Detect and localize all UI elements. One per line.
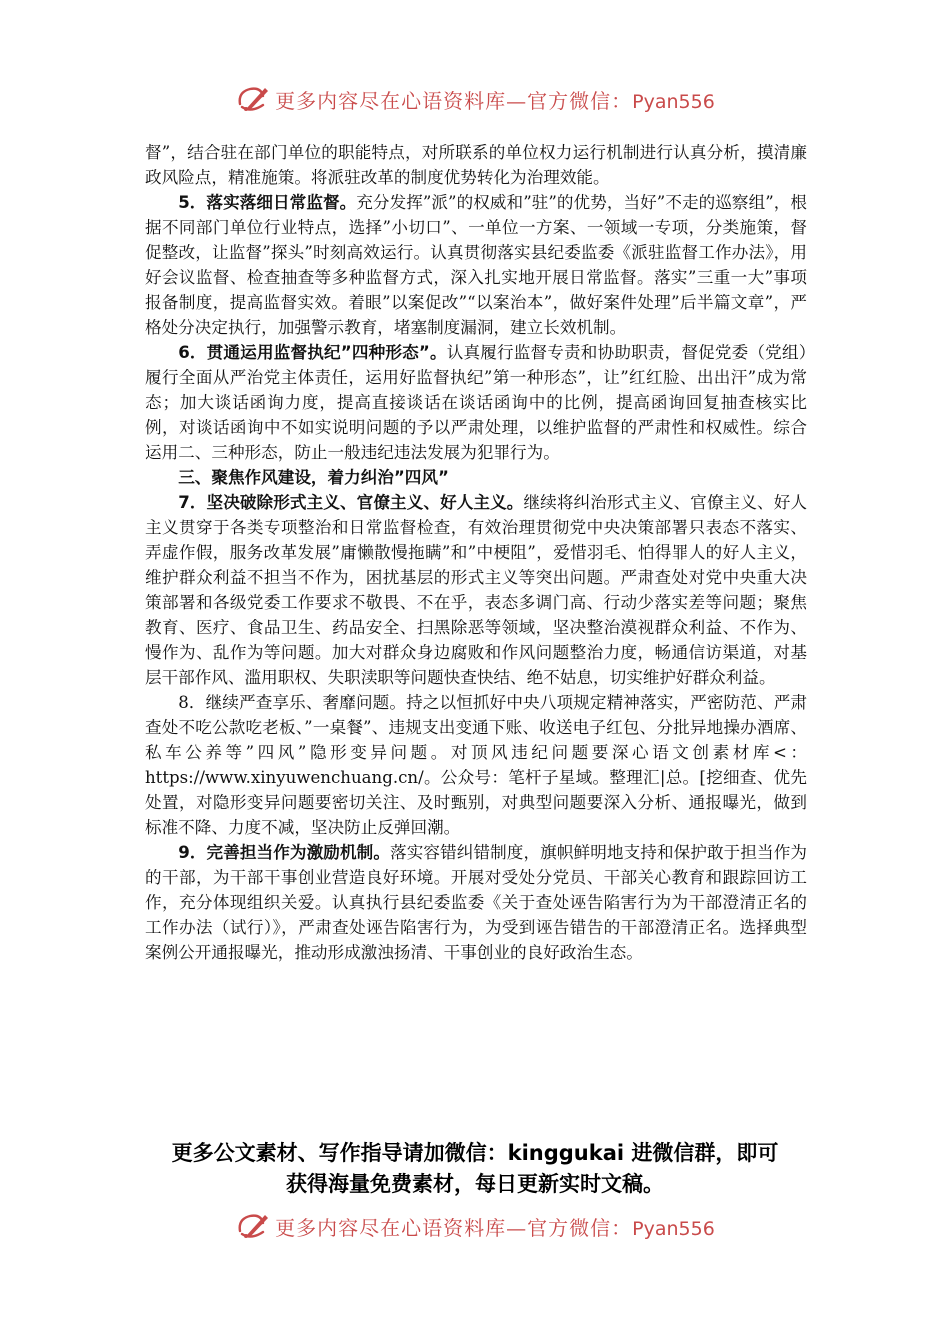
item-6-body: 认真履行监督专责和协助职责，督促党委（党组）履行全面从严治党主体责任，运用好监督执纪”第一种形态”，让”红红脸、出出汗”成为常态；加大谈话函询力度，提高直接谈话在谈话函询中的比例，提高函询回复抽查核实比例，对谈话函询中不如实说明问题的予以严肃处理，以维护监督的严肃性和权威性。综合运用二、三种形态，防止一般违纪违法发展为犯罪行为。 (145, 343, 808, 462)
promo-line-1: 更多公文素材、写作指导请加微信：kinggukai 进微信群，即可 (171, 1141, 779, 1165)
item-9-title: 9．完善担当作为激励机制。 (178, 843, 391, 862)
paragraph-item-8: 8．继续严查享乐、奢靡问题。持之以恒抓好中央八项规定精神落实，严密防范、严肃查处不吃公款吃老板、”一桌餐”、违规支出变通下账、收送电子红包、分批异地操办酒席、私车公养等”四风”隐形变异问题。对顶风违纪问题要深心语文创素材库<：https://www.xinyuwenchuang.cn/。公众号：笔杆子星域。整理汇|总。[挖细查、优先处置，对隐形变异问题要密切关注、及时甄别，对典型问题要深入分析、通报曝光，做到标准不降、力度不减，坚决防止反弹回潮。 (145, 693, 807, 837)
paragraph-item-6 (145, 340, 807, 465)
section-heading-3: 三、聚焦作风建设，着力纠治”四风” (178, 468, 449, 487)
pen-circle-logo-icon (235, 1210, 271, 1242)
item-7-title: 7．坚决破除形式主义、官僚主义、好人主义。 (178, 493, 524, 512)
item-6-title: 6．贯通运用监督执纪”四种形态”。 (178, 343, 447, 362)
watermark-text: 更多内容尽在心语资料库—官方微信： (275, 1215, 633, 1240)
watermark-id: Pyan556 (632, 1217, 715, 1240)
watermark-id: Pyan556 (632, 90, 715, 113)
watermark-text: 更多内容尽在心语资料库—官方微信： (275, 88, 633, 113)
item-5-body: 充分发挥”派”的权威和”驻”的优势，当好”不走的巡察组”，根据不同部门单位行业特点，选择”小切口”、一单位一方案、一领域一专项，分类施策，督促整改，让监督”探头”时刻高效运行。认真贯彻落实县纪委监委《派驻监督工作办法》，用好会议监督、检查抽查等多种监督方式，深入扎实地开展日常监督。落实”三重一大”事项报备制度，提高监督实效。着眼”以案促改”“以案治本”，做好案件处理”后半篇文章”，严格处分决定执行，加强警示教育，堵塞制度漏洞，建立长效机制。 (145, 193, 808, 337)
header-watermark (0, 83, 950, 115)
paragraph-item-5 (145, 190, 807, 340)
promo-line-2: 获得海量免费素材，每日更新实时文稿。 (286, 1172, 664, 1196)
paragraph-item-7 (145, 490, 807, 690)
footer-watermark (0, 1210, 950, 1242)
item-9-body: 落实容错纠错制度，旗帜鲜明地支持和保护敢于担当作为的干部，为干部干事创业营造良好环境。开展对受处分党员、干部关心教育和跟踪回访工作，充分体现组织关爱。认真执行县纪委监委《关于查处诬告陷害行为为干部澄清正名的工作办法（试行）》，严肃查处诬告陷害行为，为受到诬告错告的干部澄清正名。选择典型案例公开通报曝光，推动形成激浊扬清、干事创业的良好政治生态。 (145, 843, 808, 962)
paragraph-item-9 (145, 840, 807, 965)
pen-circle-logo-icon (235, 83, 271, 115)
paragraph-continuation: 督”，结合驻在部门单位的职能特点，对所联系的单位权力运行机制进行认真分析，摸清廉政风险点，精准施策。将派驻改革的制度优势转化为治理效能。 (145, 143, 807, 187)
item-5-title: 5．落实落细日常监督。 (178, 193, 357, 212)
document-body (145, 140, 807, 965)
promo-notice (120, 1138, 830, 1200)
item-7-body: 继续将纠治形式主义、官僚主义、好人主义贯穿于各类专项整治和日常监督检查，有效治理贯彻党中央决策部署只表态不落实、弄虚作假，服务改革发展”庸懒散慢拖瞒”和”中梗阻”，爱惜羽毛、怕得罪人的好人主义，维护群众利益不担当不作为，困扰基层的形式主义等突出问题。严肃查处对党中央重大决策部署和各级党委工作要求不敬畏、不在乎，表态多调门高、行动少落实差等问题；聚焦教育、医疗、食品卫生、药品安全、扫黑除恶等领域，坚决整治漠视群众利益、不作为、慢作为、乱作为等问题。加大对群众身边腐败和作风问题整治力度，畅通信访渠道，对基层干部作风、滥用职权、失职渎职等问题快查快结、绝不姑息，切实维护好群众利益。 (145, 493, 808, 687)
